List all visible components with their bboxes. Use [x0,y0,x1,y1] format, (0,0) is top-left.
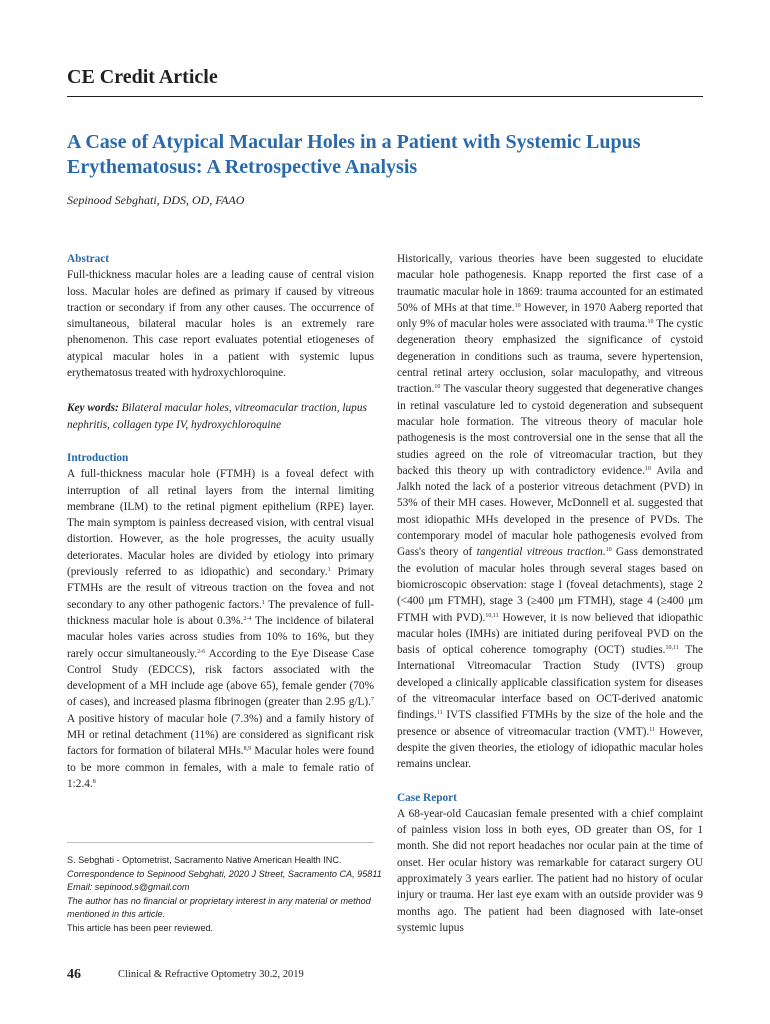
citation: 10 [644,465,651,472]
correspondence-email: Email: sepinood.s@gmail.com [67,882,190,893]
citation: 11 [649,726,655,733]
introduction-heading: Introduction [67,451,129,464]
citation: 8,9 [243,746,252,753]
history-text: Historically, various theories have been suggested to elucidate macular hole pathogenesis. Knapp reported the first case of a traumatic macular hole in 1869: trauma accounted for an estimated 50% of MHs at that time.$^{10}$ However, in 1970 Aaberg reported that only 9% of macular holes were associated with trauma.$^{10}$ The cystic degeneration theory emphasized the significance of cystoid degeneration in conditions such as trauma, severe hypertension, central retinal artery occlusion, solar maculopathy, and vitreous traction.$^{10}$ The vascular theory suggested that degenerative changes in retinal vasculature led to cystoid degeneration and subsequent macular hole formation. The vitreous theory of macular hole pathogenesis is the most controversial one in the sense that all the studies agreed on the role of vitreomacular traction, but they backed this theory up with contradictory evidence.$^{10}$ Avila and Jalkh noted the lack of a posterior vitreous detachment (PVD) in 53% of their MH cases. However, McDonnell et al. suggested that most idiopathic MHs developed in the presence of PVDs. The contemporary model of macular hole pathogenesis evolved from Gass's theory of tangential vitreous traction.$^{10}$ Gass demonstrated the evolution of macular holes through several stages based on biomicroscopic observation: stage I (foveal detachments), stage 2 (<400 μm FTMH), stage 3 (≥400 μm FTMH), stage 4 (≥400 μm FTMH with PVD).$^{10,11}$ However, it is now believed that idiopathic macular holes (IMHs) are initiated during perifoveal PVD on the basis of optical coherence tomography (OCT) studies.$^{10,11}$ The International Vitreomacular Traction Study (IVTS) group developed a clinically applicable classification system for diseases of the vitreomacular interface based on OCT-derived anatomic findings.$^{11}$ IVTS classified FTMHs by the size of the hole and the presence or absence of vitreomacular traction (VMT).$^{11}$ However, despite the given theories, the etiology of idiopathic macular holes remains unclear. [397,253,704,771]
case-report-text: A 68-year-old Caucasian female presented with a chief complaint of painless vision loss in both eyes, OD greater than OS, for 1 month. She did not report headaches nor ocular pain at the time of onset. Her ocular history was remarkable for cataract surgery OU approximately 3 years earlier. The patient had no history of ocular injury or trauma. Her last eye exam with an outside provider was 9 months ago. The patient had been diagnosed with late-onset systemic lupus [397,807,703,934]
case-report-heading: Case Report [397,791,457,804]
citation: 10 [434,384,441,391]
citation: 8 [92,778,96,785]
peer-review-note: This article has been peer reviewed. [67,922,214,933]
financial-disclosure: The author has no financial or proprietary interest in any material or method mentioned in this article. [67,895,371,920]
citation: 10 [605,547,612,554]
citation: 1 [261,599,265,606]
citation: 10,11 [485,612,499,619]
citation: 10,11 [665,645,679,652]
abstract-heading: Abstract [67,253,110,265]
footnote-rule [67,842,374,843]
header-rule [67,96,703,97]
author-affiliation: S. Sebghati - Optometrist, Sacramento Native American Health INC. [67,855,342,865]
citation: 10 [647,319,654,326]
section-label: CE Credit Article [67,66,218,88]
keywords [67,400,374,433]
author-footnote [67,854,382,936]
keywords-label: Key words: [67,402,119,415]
page-number: 46 [67,967,81,982]
article-title: A Case of Atypical Macular Holes in a Patient with Systemic Lupus Erythematosus: A Retrospective Analysis [67,131,641,178]
author-line: Sepinood Sebghati, DDS, OD, FAAO [67,193,245,207]
keywords-list: Bilateral macular holes, vitreomacular traction, lupus nephritis, collagen type IV, hydroxychloroquine [67,402,367,431]
left-column [67,251,374,792]
citation: 7 [371,697,374,704]
citation: 2-4 [243,615,252,622]
citation: 1 [327,567,331,574]
citation: 11 [436,710,443,717]
introduction-text: A full-thickness macular hole (FTMH) is a foveal defect with interruption of all retinal layers from the internal limiting membrane (ILM) to the retinal pigment epithelium (RPE) layer. The main symptom is painless decreased vision, with central visual distortion. However, as the hole progresses, the acuity usually deteriorates. Macular holes are divided by etiology into primary (previously referred to as idiopathic) and secondary.$^1$ Primary FTMHs are the result of vitreous traction on the fovea and not secondary to any other pathogenic factors.$^1$ The prevalence of full-thickness macular hole is about 0.3%.$^{2-4}$ The incidence of bilateral macular holes varies across studies from 10% to 16%, but they rarely occur simultaneously.$^{2-6}$ According to the Eye Disease Case Control Study (EDCCS), risk factors associated with the development of a MH include age (above 65), female gender (70% of cases), and increased plasma fibrinogen (greater than 2.95 g/L).$^7$ A positive history of macular hole (7.3%) and a family history of MH or retinal detachment (11%) are considered as significant risk factors for formation of bilateral MHs.$^{8,9}$ Macular holes were found to be more common in females, with a male to female ratio of 1:2.4.$^8$ [67,468,375,790]
journal-citation: Clinical & Refractive Optometry 30.2, 2019 [118,969,304,980]
abstract-text: Full-thickness macular holes are a leading cause of central vision loss. Macular holes are defined as primary if caused by vitreous traction or secondary if from any other causes. The occurrence of simultaneous, bilateral macular holes is an extremely rare phenomenon. This case report evaluates potential etiogeneses of atypical macular holes in a patient with systemic lupus erythematosus treated with hydroxychloroquine. [67,269,374,380]
correspondence-address: Correspondence to Sepinood Sebghati, 2020 J Street, Sacramento CA, 95811 [67,868,382,879]
citation: 2-6 [197,648,206,655]
right-column [397,251,703,936]
citation: 10 [514,302,521,309]
